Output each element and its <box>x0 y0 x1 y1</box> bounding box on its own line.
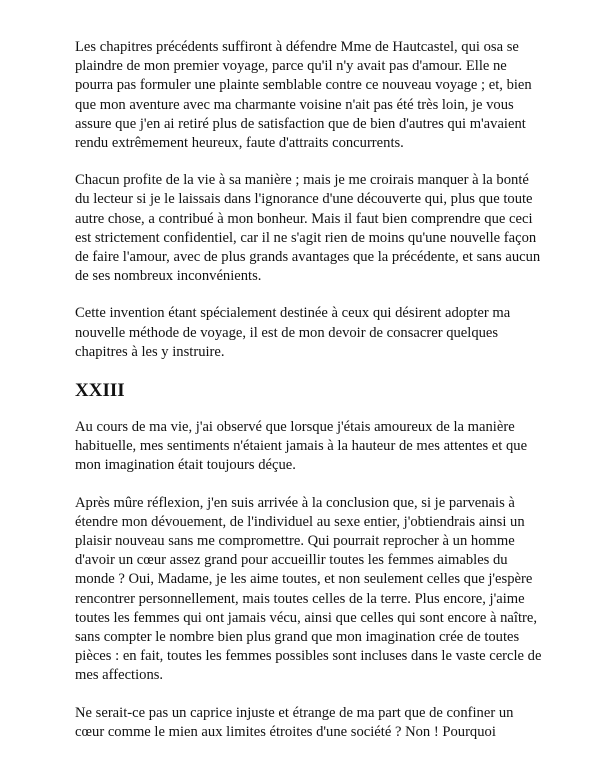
document-page <box>75 38 545 760</box>
paragraph-invention: Cette invention étant spécialement destinée à ceux qui désirent adopter ma nouvelle méthode de voyage, il est de mon devoir de consacrer quelques chapitres à les y instruire. <box>75 305 511 360</box>
paragraph-reflection: Après mûre réflexion, j'en suis arrivée à la conclusion que, si je parvenais à étendre mon dévouement, de l'individuel au sexe entier, j'obtiendrais ainsi un plaisir nouveau sans me compromettre. Qui pourrait reprocher à un homme d'avoir un cœur assez grand pour accueillir toutes les femmes aimables du monde ? Oui, Madame, je les aime toutes, et non seulement celles que j'espère rencontrer personnellement, mais toutes celles de la terre. Plus encore, j'aime toutes les femmes qui ont jamais vécu, ainsi que celles qui sont encore à naître, sans compter le nombre bien plus grand que mon imagination crée de toutes pièces : en fait, toutes les femmes possibles sont incluses dans le vaste cercle de mes affections. <box>75 494 542 684</box>
chapter-heading: XXIII <box>75 380 125 402</box>
paragraph-hautcastel: Les chapitres précédents suffiront à défendre Mme de Hautcastel, qui osa se plaindre de mon premier voyage, parce qu'il n'y avait pas d'amour. Elle ne pourra pas formuler une plainte semblable contre ce nouveau voyage ; et, bien que mon aventure avec ma charmante voisine n'ait pas été très loin, je vous assure que j'en ai retiré plus de satisfaction que de bien d'autres qui m'avaient rendu extrêmement heureux, faute d'attraits concurrents. <box>75 39 532 152</box>
paragraph-discovery: Chacun profite de la vie à sa manière ; mais je me croirais manquer à la bonté du lecteur si je le laissais dans l'ignorance d'une découverte qui, plus que toute autre chose, a contribué à mon bonheur. Mais il faut bien comprendre que ceci est strictement confidentiel, car il ne s'agit rien de moins qu'une nouvelle façon de faire l'amour, avec de plus grands avantages que la précédente, et sans aucun de ses nombreux inconvénients. <box>75 172 541 285</box>
paragraph-caprice: Ne serait-ce pas un caprice injuste et étrange de ma part que de confiner un cœur comme le mien aux limites étroites d'une société ? Non ! Pourquoi <box>75 704 514 740</box>
paragraph-observation: Au cours de ma vie, j'ai observé que lorsque j'étais amoureux de la manière habituelle, mes sentiments n'étaient jamais à la hauteur de mes attentes et que mon imagination était toujours déçue. <box>75 419 528 474</box>
